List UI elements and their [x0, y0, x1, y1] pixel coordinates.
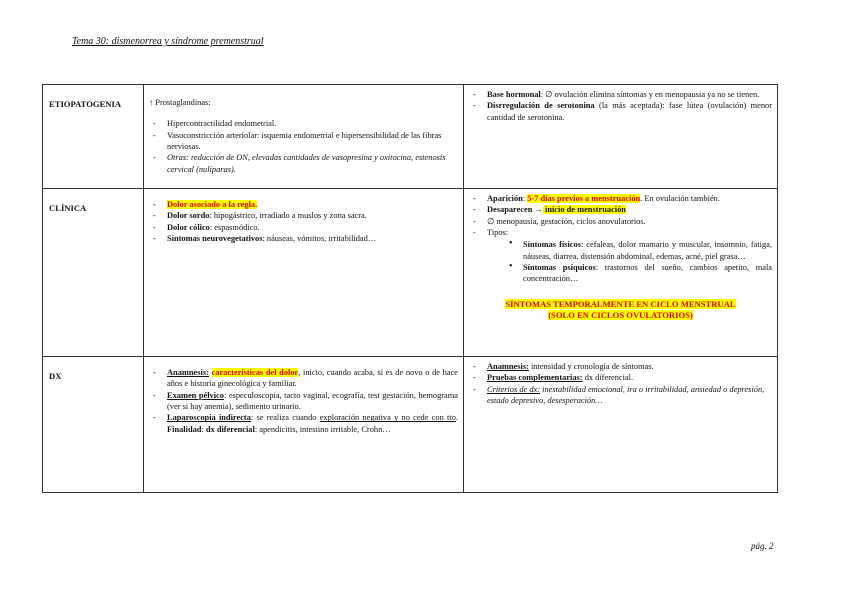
list-item	[469, 361, 772, 372]
sintomas-fisicos-text: : cefaleas, dolor mamario y muscular, insomnio, fatiga, náuseas, diarrea, distensión abdominal, edemas, acné, piel grasa…	[523, 240, 772, 261]
dx-right-list	[469, 361, 772, 406]
page-number: pág. 2	[751, 541, 774, 551]
sintomas-psiquicos-label: Síntomas psíquicos	[523, 263, 596, 273]
list-item	[469, 372, 772, 383]
neurovegetativos-label: Síntomas neurovegetativos	[167, 234, 263, 244]
finalidad-label: Finalidad	[167, 424, 202, 434]
disregulacion-text: (la más aceptada): fase lútea (ovulación) menor cantidad de serotonina.	[487, 101, 772, 122]
document-header-title: Tema 30: dismenorrea y síndrome premenstrual	[72, 36, 264, 47]
list-item	[149, 390, 458, 413]
list-item	[149, 412, 458, 435]
dolor-colico-text: : espasmódico.	[209, 222, 260, 232]
cell-dx-right	[464, 357, 778, 493]
etiopatogenia-list	[149, 118, 458, 175]
list-item: - Hipercontractilidad endometrial.	[149, 118, 458, 129]
clinica-right-list	[469, 193, 772, 285]
cell-dx-left	[144, 357, 464, 493]
row-label-dx: DX	[43, 357, 144, 493]
dx-right-anamnesis-text: intensidad y cronología de síntomas.	[528, 362, 654, 371]
disregulacion-label: Disrregulación de serotonina	[487, 101, 595, 111]
criterios-dx-label: Criterios de dx:	[487, 384, 541, 394]
pruebas-complementarias-label: Pruebas complementarias:	[487, 373, 583, 383]
sintomas-psiquicos-text: : trastornos del sueño, cambios apetito, mala concentración…	[523, 263, 773, 284]
sintomas-fisicos-label: Síntomas físicos	[523, 240, 581, 250]
cell-clinica-right	[464, 189, 778, 357]
aparicion-colon: :	[522, 194, 528, 203]
list-item	[523, 239, 772, 262]
list-item	[469, 384, 772, 407]
temporal-note-line1: SÍNTOMAS TEMPORALMENTE EN CICLO MENSTRUAL	[505, 298, 736, 309]
criterios-dx-text: inestabilidad emocional, ira o irritabilidad, ansiedad o depresión, estado depresivo, desesperación…	[487, 384, 765, 406]
dx-right-anamnesis-label: Anamnesis:	[487, 362, 529, 371]
table-row-clinica	[43, 189, 778, 357]
temporal-note	[469, 299, 772, 322]
list-item	[149, 210, 458, 221]
tipos-bullets	[487, 239, 772, 284]
base-hormonal-text: : ∅ ovulación elimina síntomas y en menopausia ya no se tienen.	[540, 90, 760, 99]
aparicion-tail: . En ovulación también.	[640, 194, 720, 203]
dx-diferencial-label: dx diferencial	[205, 424, 255, 434]
list-item	[469, 89, 772, 100]
list-item: - Otras: reducción de ON, elevadas cantidades de vasopresina y oxitocina, estenosis cervical (nulíparas).	[149, 152, 458, 175]
aparicion-label: Aparición	[487, 194, 523, 203]
etiopatogenia-right-list	[469, 89, 772, 123]
list-item	[149, 222, 458, 233]
list-item	[149, 199, 458, 210]
laparoscopia-text: : se realiza cuando	[250, 413, 320, 423]
content-table	[42, 84, 778, 493]
table-row-etiopatogenia	[43, 85, 778, 189]
laparoscopia-text-2: .	[455, 413, 458, 423]
list-item	[469, 204, 772, 215]
list-item	[469, 100, 772, 123]
desaparecen-prefix: Desaparecen →	[487, 205, 543, 215]
desaparecen-highlight: inicio de menstruación	[542, 205, 626, 215]
list-item	[149, 367, 458, 390]
dx-anamnesis-label: Anamnesis:	[167, 368, 209, 377]
dx-anamnesis-text: , inicio, cuando acaba, si es de novo o de hace años e historia ginecológica y familiar.	[167, 368, 458, 389]
list-item	[149, 233, 458, 244]
examen-pelvico-text: : especuloscopia, tacto vaginal, ecografía, test gestación, hemograma (ver si hay anemia), sedimento urinario.	[167, 390, 459, 412]
list-item	[469, 227, 772, 285]
dolor-sordo-label: Dolor sordo	[167, 211, 210, 221]
pruebas-complementarias-text: dx diferencial.	[582, 373, 634, 383]
list-item: - ∅ menopausia, gestación, ciclos anovulatorios.	[469, 216, 772, 227]
aparicion-highlight: 5-7 días previos a menstruación	[527, 194, 641, 203]
cell-clinica-left	[144, 189, 464, 357]
list-item	[469, 193, 772, 204]
finalidad-text: : apendicitis, intestino irritable, Crohn…	[254, 424, 391, 434]
tipos-label: Tipos:	[487, 228, 509, 238]
examen-pelvico-label: Examen pélvico	[167, 390, 224, 400]
list-item: - Vasoconstricción arteriolar: isquemia endometrial e hipersensibilidad de las fibras nerviosas.	[149, 130, 458, 153]
cell-etiopatogenia-right	[464, 85, 778, 189]
laparoscopia-label: Laparoscopia indirecta	[167, 413, 251, 423]
finalidad-colon: :	[201, 424, 206, 434]
row-label-etiopatogenia: ETIOPATOGENIA	[43, 85, 144, 189]
exploracion-negativa: exploración negativa y no cede con tto	[319, 413, 456, 423]
dolor-asociado-regla: Dolor asociado a la regla.	[167, 200, 258, 209]
dx-left-list	[149, 367, 458, 435]
neurovegetativos-text: : náuseas, vómitos, irritabilidad…	[262, 234, 377, 244]
temporal-note-line2: (SOLO EN CICLOS OVULATORIOS)	[548, 310, 693, 321]
clinica-left-list	[149, 199, 458, 244]
dolor-sordo-text: : hipogástrico, irradiado a muslos y zona sacra.	[209, 211, 367, 221]
list-item	[523, 262, 772, 285]
row-label-clinica: CLÍNICA	[43, 189, 144, 357]
base-hormonal-label: Base hormonal	[487, 90, 541, 99]
table-row-dx	[43, 357, 778, 493]
prostaglandinas-intro: ↑ Prostaglandinas:	[149, 98, 211, 107]
cell-etiopatogenia-left	[144, 85, 464, 189]
caracteristicas-dolor-highlight: características del dolor	[211, 368, 299, 377]
dolor-colico-label: Dolor cólico	[167, 222, 210, 232]
